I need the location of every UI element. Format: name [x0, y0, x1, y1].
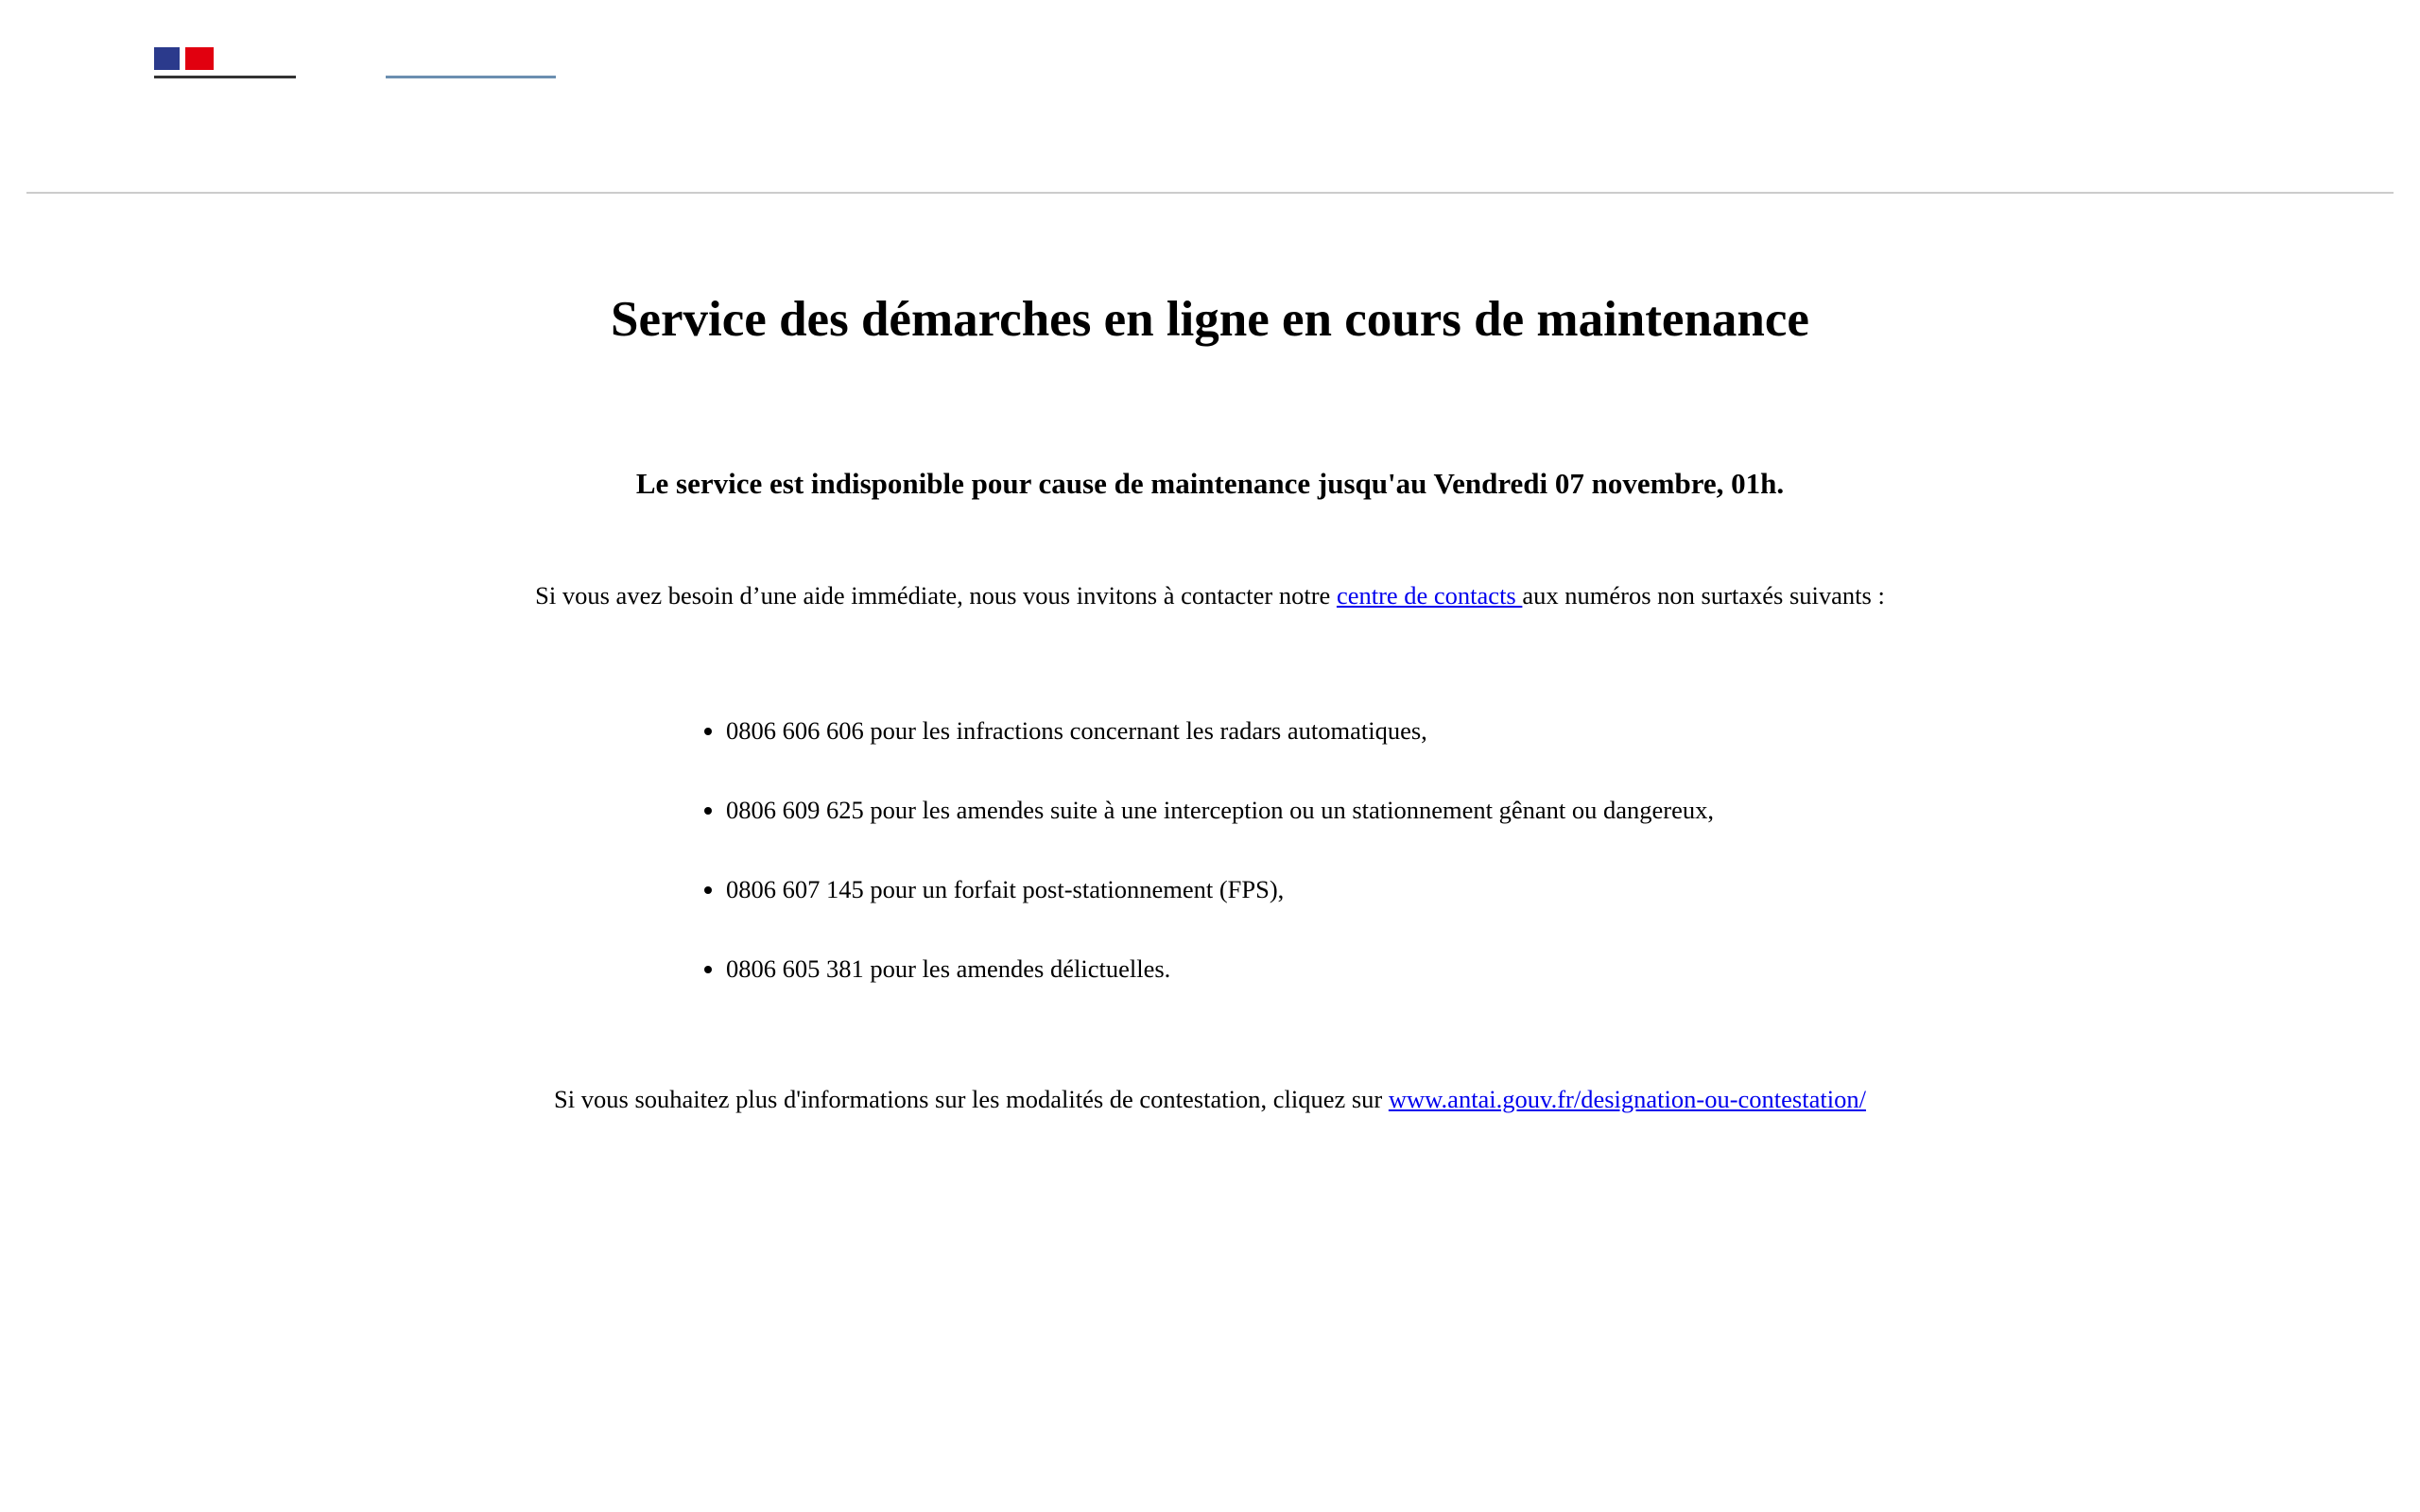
- marianne-flag-icon: [154, 47, 214, 70]
- contact-center-link[interactable]: centre de contacts: [1336, 581, 1523, 610]
- logo-text: [154, 76, 296, 79]
- list-item: • 0806 606 606 pour les infractions concernant les radars automatiques,: [726, 711, 1714, 790]
- maintenance-notice: Le service est indisponible pour cause de maintenance jusqu'au Vendredi 07 novembre, 01h.: [635, 467, 1785, 500]
- phone-numbers-list: [700, 711, 1714, 1028]
- list-item: • 0806 609 625 pour les amendes suite à une interception ou un stationnement gênant ou dangereux,: [726, 790, 1714, 869]
- antai-logo-text: [386, 76, 556, 79]
- more-info-paragraph: [0, 1085, 2420, 1114]
- intro-text-end: aux numéros non surtaxés suivants :: [1522, 581, 1885, 610]
- intro-text: Si vous avez besoin d’une aide immédiate, nous vous invitons à contacter notre: [535, 581, 1337, 610]
- contestation-link[interactable]: www.antai.gouv.fr/designation-ou-contestation/: [1388, 1085, 1866, 1113]
- list-item: • 0806 605 381 pour les amendes délictuelles.: [726, 949, 1714, 1028]
- republique-francaise-logo[interactable]: [154, 47, 214, 70]
- page-title: Service des démarches en ligne en cours de maintenance: [611, 292, 1809, 347]
- list-item: • 0806 607 145 pour un forfait post-stationnement (FPS),: [726, 869, 1714, 949]
- more-info-text: Si vous souhaitez plus d'informations sur les modalités de contestation, cliquez sur: [554, 1085, 1389, 1113]
- header: [0, 0, 2420, 79]
- header-divider: [26, 192, 2394, 194]
- intro-paragraph: [0, 581, 2420, 610]
